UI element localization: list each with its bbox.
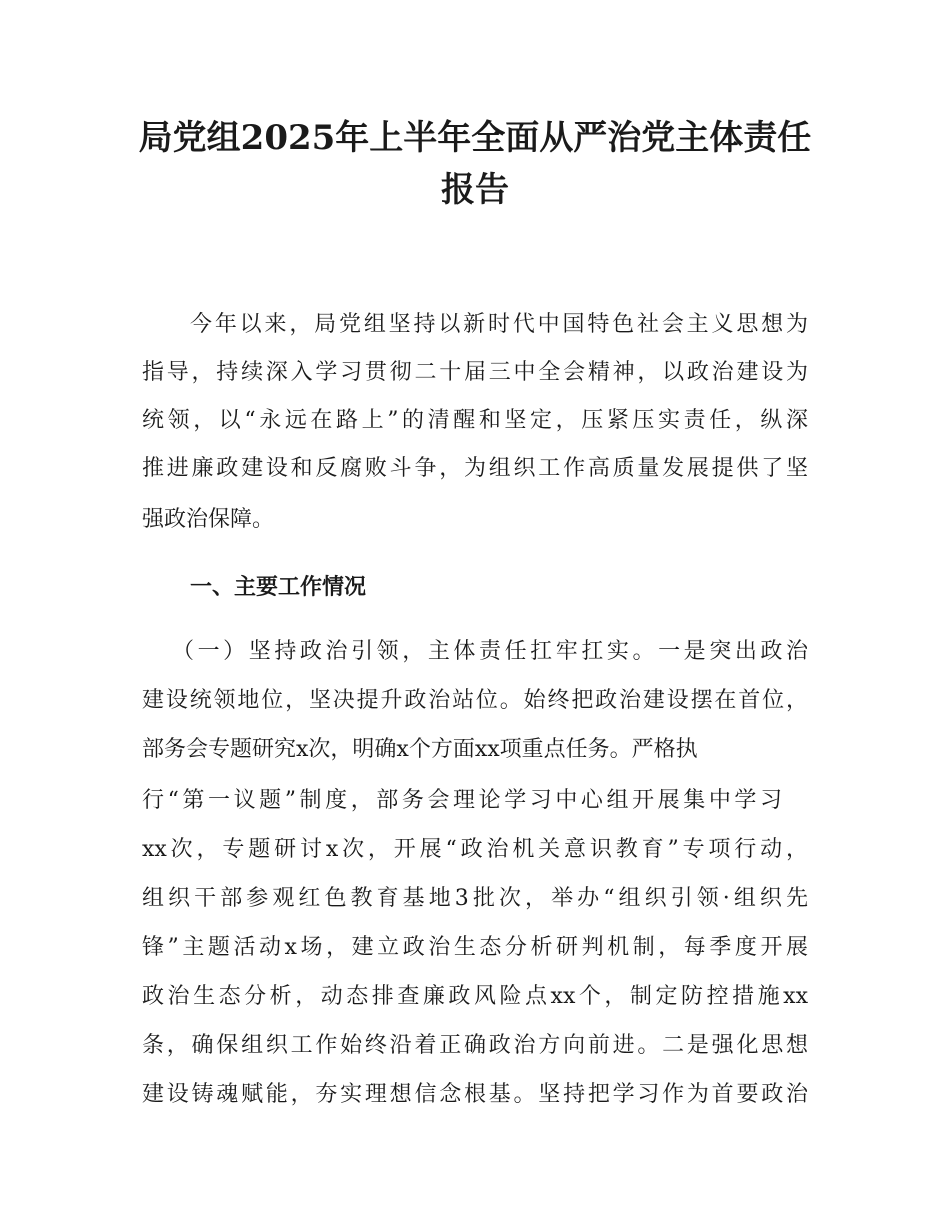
- section1-line-8: 政治生态分析，动态排查廉政风险点xx个，制定防控措施xx: [142, 984, 808, 1009]
- intro-line-2: 指导，持续深入学习贯彻二十届三中全会精神，以政治建设为: [142, 360, 808, 385]
- title-line-1: 局党组2025年上半年全面从严治党主体责任: [138, 118, 812, 158]
- section1-line-9: 条，确保组织工作始终沿着正确政治方向前进。二是强化思想: [142, 1033, 808, 1058]
- intro-line-1: 今年以来，局党组坚持以新时代中国特色社会主义思想为: [190, 312, 808, 337]
- section1-line-4: 行“第一议题”制度，部务会理论学习中心组开展集中学习: [142, 788, 782, 813]
- section1-line-2: 建设统领地位，坚决提升政治站位。始终把政治建设摆在首位，: [142, 688, 808, 713]
- section1-line-7: 锋”主题活动x场，建立政治生态分析研判机制，每季度开展: [142, 935, 808, 960]
- document-title: [100, 112, 850, 216]
- intro-line-4: 推进廉政建设和反腐败斗争，为组织工作高质量发展提供了坚: [142, 456, 808, 481]
- section1-line-3: 部务会专题研究x次，明确x个方面xx项重点任务。严格执: [142, 737, 698, 762]
- section1-line-1: （一）坚持政治引领，主体责任扛牢扛实。一是突出政治: [172, 639, 808, 664]
- intro-line-5: 强政治保障。: [142, 507, 275, 532]
- section1-line-5: xx次，专题研讨x次，开展“政治机关意识教育”专项行动，: [142, 837, 808, 862]
- section1-line-6: 组织干部参观红色教育基地3批次，举办“组织引领·组织先: [142, 886, 808, 911]
- section-heading: 一、主要工作情况: [190, 575, 367, 600]
- intro-line-3: 统领，以“永远在路上”的清醒和坚定，压紧压实责任，纵深: [142, 408, 808, 433]
- title-line-2: 报告: [441, 170, 509, 210]
- section1-line-10: 建设铸魂赋能，夯实理想信念根基。坚持把学习作为首要政治: [142, 1082, 808, 1107]
